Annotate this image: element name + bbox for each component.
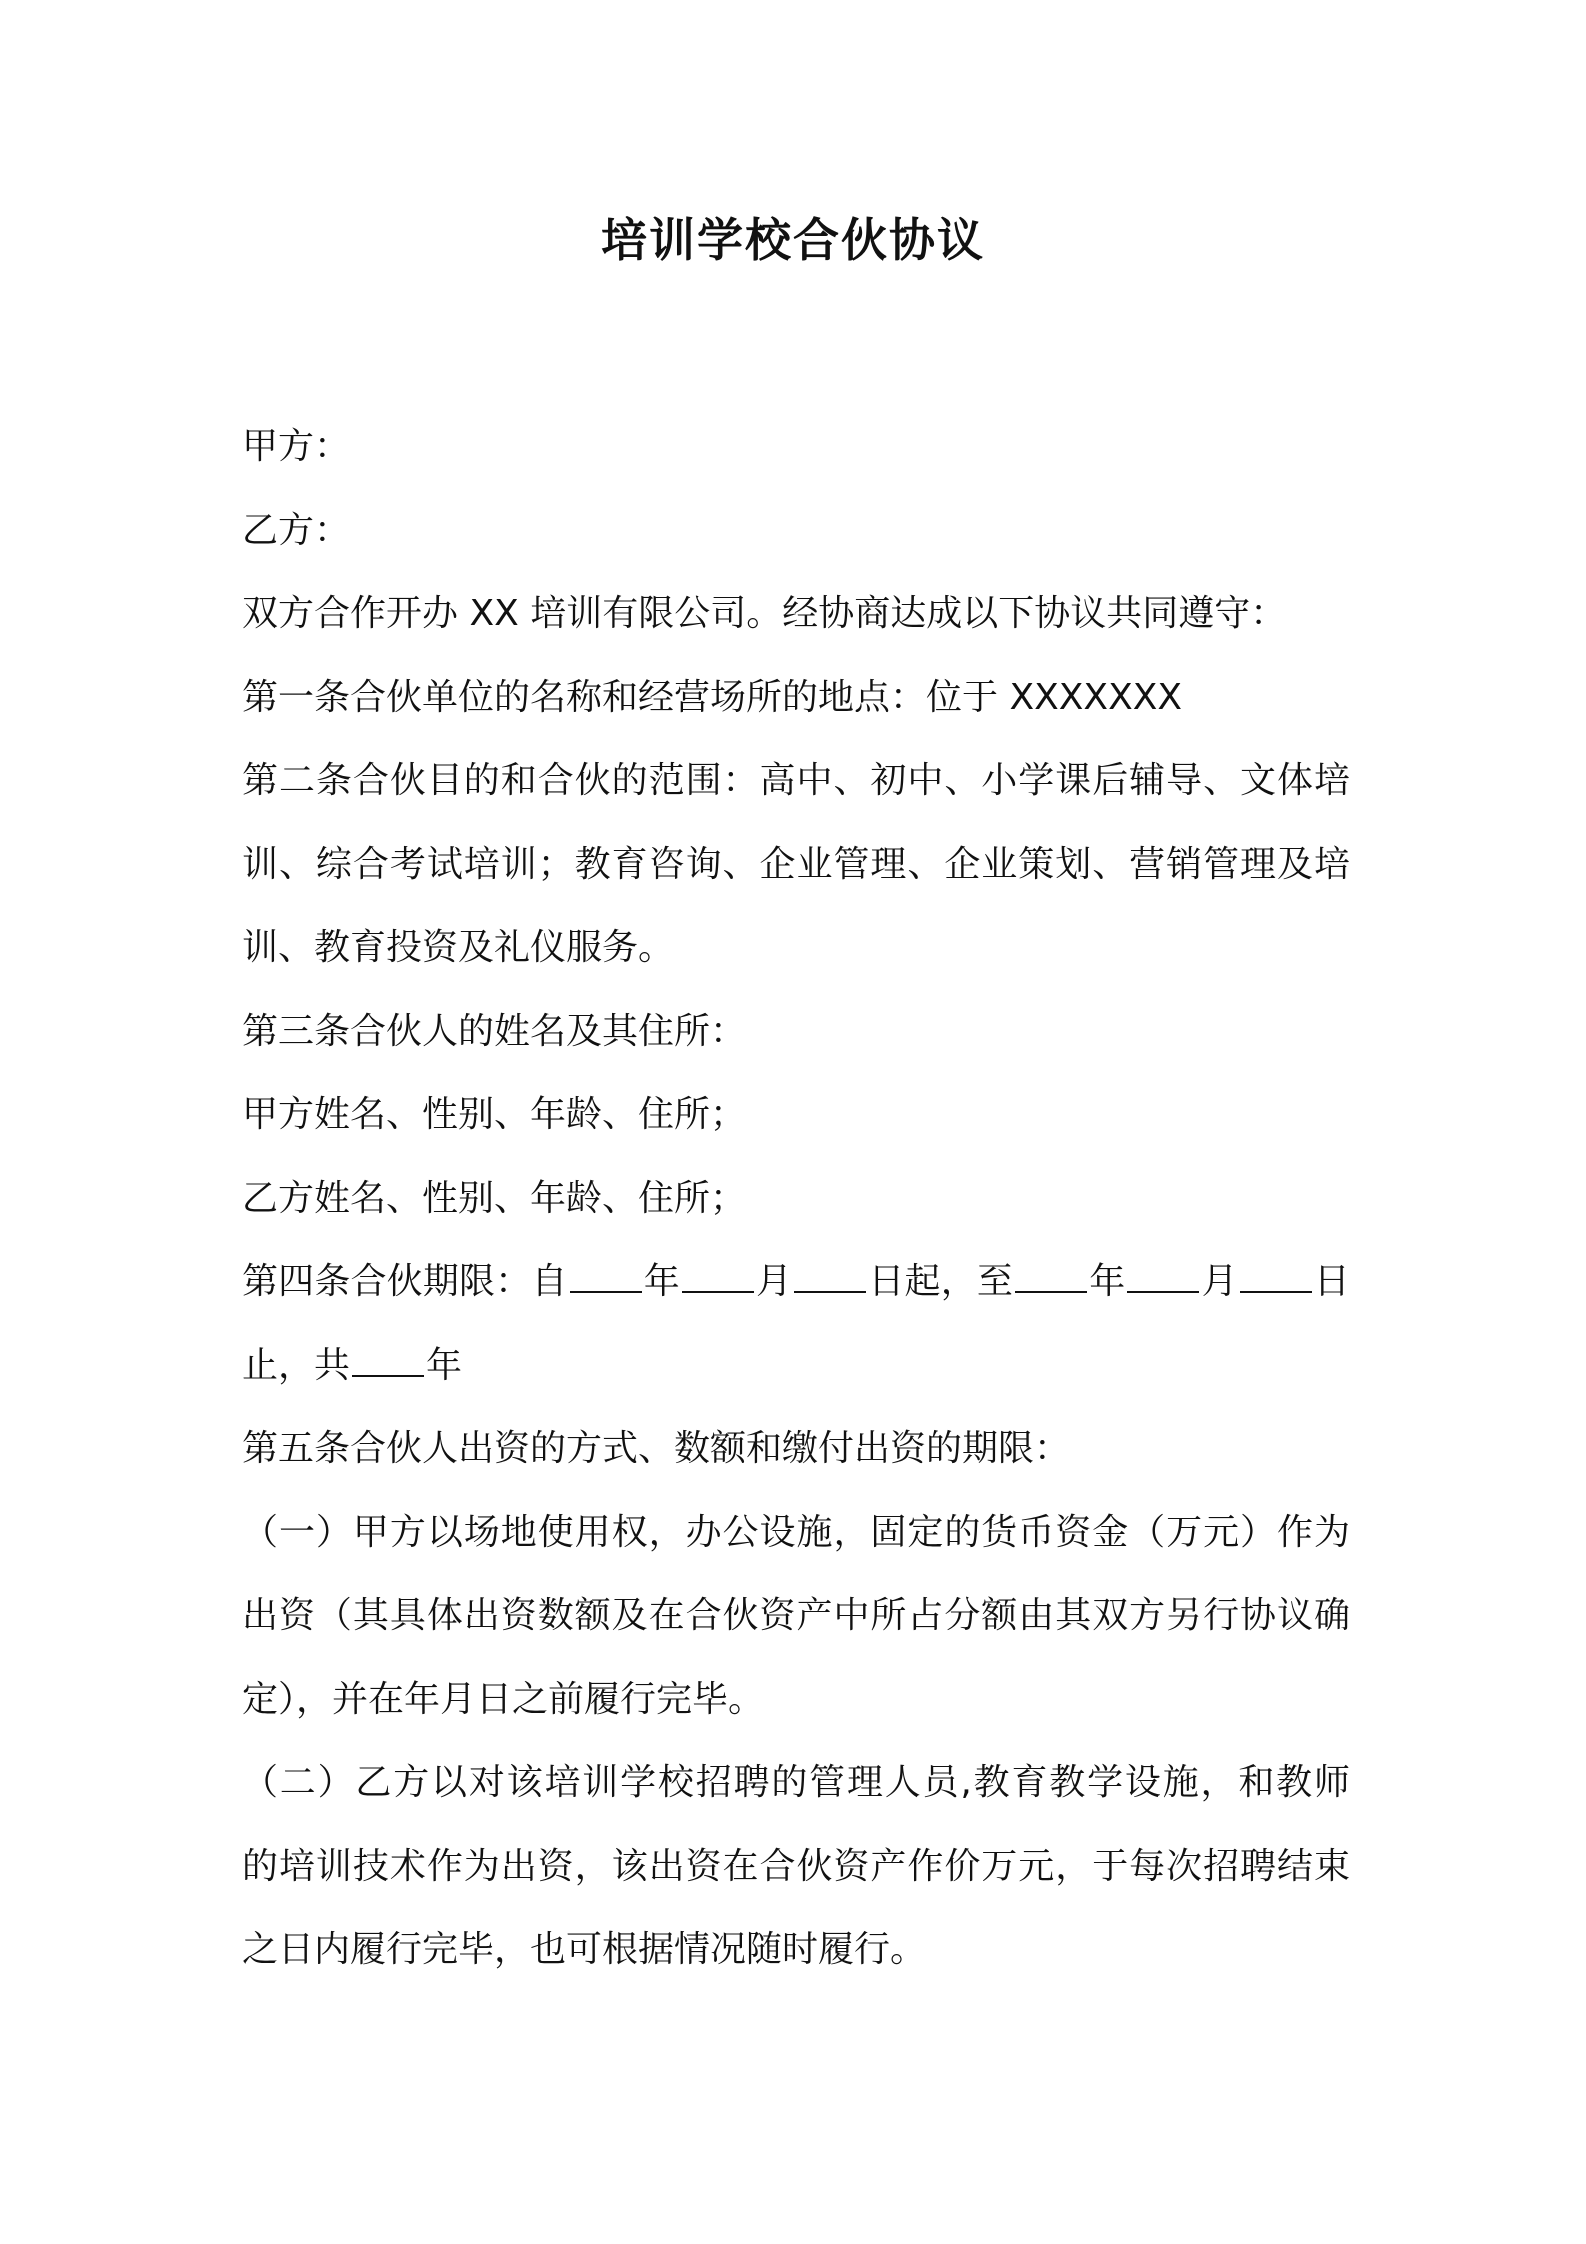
art4-year-label: 年 (643, 1261, 680, 1302)
party-a-line: 甲方： (242, 426, 351, 467)
art4-year-label-2: 年 (1089, 1261, 1126, 1302)
article-5-2-line-1: （二）乙方以对该培训学校招聘的管理人员,教育教学设施，和教师 (242, 1762, 1350, 1803)
blank-start-year (570, 1255, 642, 1293)
blank-start-day (794, 1255, 866, 1293)
blank-end-day (1240, 1255, 1312, 1293)
blank-end-year (1015, 1255, 1087, 1293)
art4-end: 止，共 (242, 1344, 351, 1386)
art4-day-end-label: 日 (1313, 1261, 1350, 1302)
art4-year-label-3: 年 (426, 1344, 463, 1386)
art4-month-label-2: 月 (1201, 1261, 1238, 1302)
article-5-2-line-2: 的培训技术作为出资，该出资在合伙资产作价万元，于每次招聘结束 (242, 1845, 1350, 1887)
article-4-line-1 (242, 1240, 1350, 1324)
article-1: 第一条合伙单位的名称和经营场所的地点：位于 XXXXXXX (242, 676, 1183, 718)
intro-line: 双方合作开办 XX 培训有限公司。经协商达成以下协议共同遵守： (242, 593, 1287, 634)
blank-total-years (352, 1339, 424, 1377)
party-b-line: 乙方： (242, 509, 351, 551)
article-3: 第三条合伙人的姓名及其住所： (242, 1010, 747, 1052)
article-4-line-2 (242, 1324, 1350, 1408)
document-body (242, 405, 1350, 1992)
art4-prefix: 第四条合伙期限：自 (242, 1261, 568, 1302)
blank-start-month (682, 1255, 754, 1293)
article-5-1-line-2: 出资（其具体出资数额及在合伙资产中所占分额由其双方另行协议确 (242, 1595, 1350, 1636)
article-3-party-b: 乙方姓名、性别、年龄、住所； (242, 1177, 747, 1219)
blank-end-month (1127, 1255, 1199, 1293)
article-5-2-line-3: 之日内履行完毕，也可根据情况随时履行。 (242, 1929, 927, 1970)
article-2-line-3: 训、教育投资及礼仪服务。 (242, 927, 675, 968)
article-2-line-1: 第二条合伙目的和合伙的范围：高中、初中、小学课后辅导、文体培 (242, 760, 1350, 801)
art4-day-start-label: 日起，至 (868, 1261, 1014, 1302)
document-title: 培训学校合伙协议 (601, 213, 985, 267)
article-5: 第五条合伙人出资的方式、数额和缴付出资的期限： (242, 1428, 1071, 1469)
article-2-line-2: 训、综合考试培训；教育咨询、企业管理、企业策划、营销管理及培 (242, 843, 1350, 885)
art4-month-label: 月 (755, 1261, 793, 1302)
article-3-party-a: 甲方姓名、性别、年龄、住所； (242, 1094, 747, 1135)
article-5-1-line-3: 定），并在年月日之前履行完毕。 (242, 1678, 765, 1720)
article-5-1-line-1: （一）甲方以场地使用权，办公设施，固定的货币资金（万元）作为 (242, 1511, 1350, 1553)
